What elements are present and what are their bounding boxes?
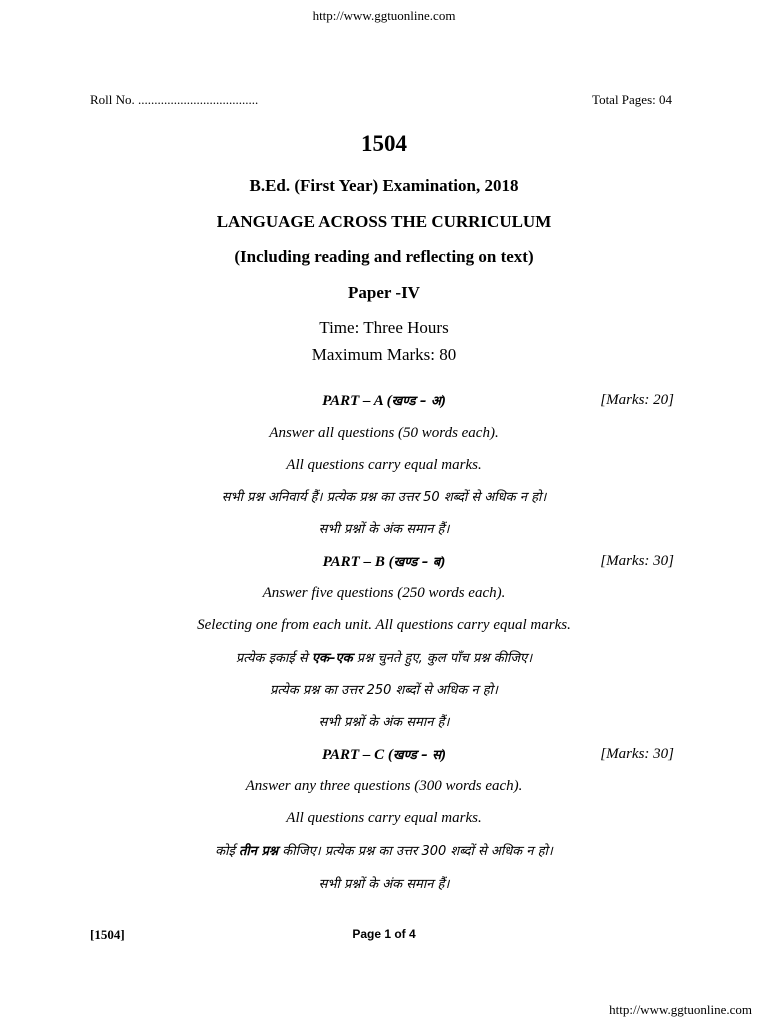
part-a-title-en: PART – A ( xyxy=(322,393,392,409)
part-c-hindi-1-pre: कोई xyxy=(215,844,240,859)
part-b-hindi-1-bold: एक–एक xyxy=(311,651,353,666)
part-c-marks: [Marks: 30] xyxy=(600,746,674,762)
part-b-instruction-2: Selecting one from each unit. All questions carry equal marks. xyxy=(197,617,571,633)
header-url: http://www.ggtuonline.com xyxy=(312,8,456,23)
part-a-hindi-2: सभी प्रश्नों के अंक समान हैं। xyxy=(318,522,450,537)
part-a-title-hi: खण्ड – अ xyxy=(391,394,441,409)
part-c-title-en: PART – C ( xyxy=(321,747,393,763)
part-c-title-close: ) xyxy=(441,747,447,763)
part-a-instruction-2: All questions carry equal marks. xyxy=(286,457,482,473)
subject-title: LANGUAGE ACROSS THE CURRICULUM xyxy=(216,212,552,231)
part-c-title-hi: खण्ड – स xyxy=(392,748,442,763)
part-c-hindi-1 xyxy=(0,841,768,859)
part-b-title-en: PART – B ( xyxy=(322,554,394,570)
part-a-instruction-1: Answer all questions (50 words each). xyxy=(269,425,499,441)
footer-paper-code: [1504] xyxy=(90,927,125,942)
part-b-hindi-3: सभी प्रश्नों के अंक समान हैं। xyxy=(318,715,450,730)
paper-number: Paper -IV xyxy=(348,283,420,302)
part-b-hindi-1 xyxy=(0,648,768,666)
part-a-marks: [Marks: 20] xyxy=(600,392,674,408)
part-b-title-hi: खण्ड – ब xyxy=(393,555,441,570)
footer-url: http://www.ggtuonline.com xyxy=(609,1002,752,1017)
part-c-hindi-2: सभी प्रश्नों के अंक समान हैं। xyxy=(318,877,450,892)
part-c-instruction-2: All questions carry equal marks. xyxy=(286,810,482,826)
part-a-hindi-1: सभी प्रश्न अनिवार्य हैं। प्रत्येक प्रश्न का उत्तर 50 शब्दों से अधिक न हो। xyxy=(221,490,547,505)
time-allowed: Time: Three Hours xyxy=(319,318,449,337)
exam-title: B.Ed. (First Year) Examination, 2018 xyxy=(249,176,519,195)
maximum-marks: Maximum Marks: 80 xyxy=(311,345,457,364)
part-b-title-close: ) xyxy=(440,554,446,570)
roll-number-field: Roll No. ..................................... xyxy=(90,92,259,107)
part-b-hindi-2: प्रत्येक प्रश्न का उत्तर 250 शब्दों से अधिक न हो। xyxy=(270,683,498,698)
part-c-instruction-1: Answer any three questions (300 words each). xyxy=(245,778,523,794)
total-pages: Total Pages: 04 xyxy=(592,92,672,107)
part-c-hindi-1-post: कीजिए। प्रत्येक प्रश्न का उत्तर 300 शब्दों से अधिक न हो। xyxy=(278,844,553,859)
footer-page-number: Page 1 of 4 xyxy=(352,927,416,941)
paper-code: 1504 xyxy=(361,131,407,156)
part-b-hindi-1-post: प्रश्न चुनते हुए, कुल पाँच प्रश्न कीजिए। xyxy=(352,651,533,666)
part-b-hindi-1-pre: प्रत्येक इकाई से xyxy=(235,651,312,666)
part-a-title-close: ) xyxy=(440,393,446,409)
part-c-hindi-1-bold: तीन प्रश्न xyxy=(239,844,279,859)
subject-subtitle: (Including reading and reflecting on text) xyxy=(234,247,534,266)
part-b-marks: [Marks: 30] xyxy=(600,553,674,569)
part-b-instruction-1: Answer five questions (250 words each). xyxy=(262,585,506,601)
